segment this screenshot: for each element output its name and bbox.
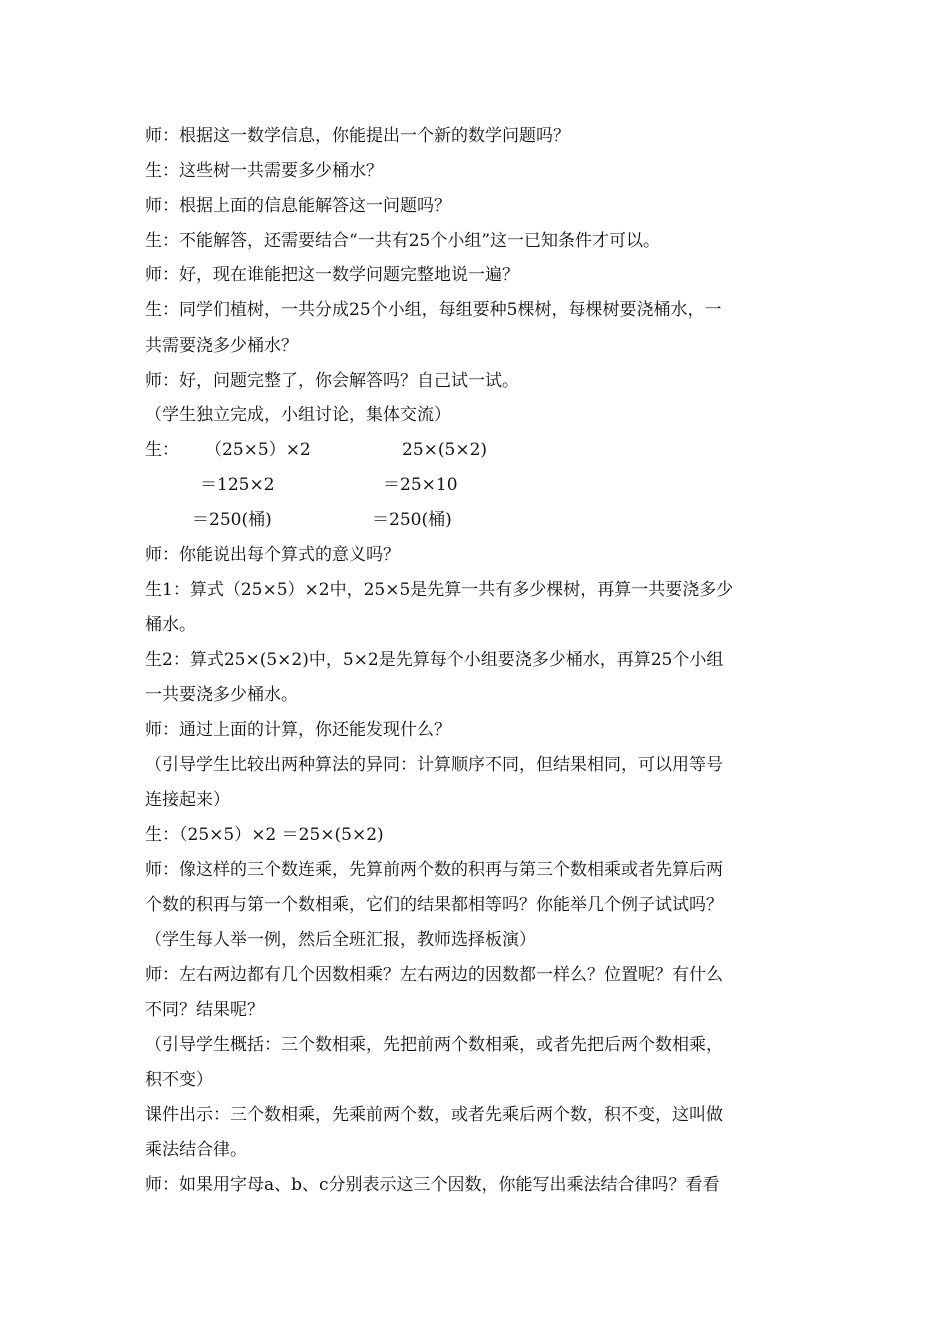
paragraph-line: （引导学生概括：三个数相乘，先把前两个数相乘，或者先把后两个数相乘， <box>145 1035 723 1055</box>
paragraph-line: 乘法结合律。 <box>145 1140 247 1160</box>
calc-speaker: 生： <box>145 440 179 460</box>
paragraph-line: （引导学生比较出两种算法的异同：计算顺序不同，但结果相同，可以用等号 <box>145 755 723 775</box>
paragraph-line: （学生每人举一例，然后全班汇报，教师选择板演） <box>145 930 536 950</box>
paragraph-line: 积不变） <box>145 1070 213 1090</box>
paragraph-line: 师：根据这一数学信息，你能提出一个新的数学问题吗？ <box>145 126 570 146</box>
paragraph-line: 课件出示：三个数相乘，先乘前两个数，或者先乘后两个数，积不变，这叫做 <box>145 1105 723 1125</box>
paragraph-line: 连接起来） <box>145 790 230 810</box>
paragraph-line: 师：通过上面的计算，你还能发现什么？ <box>145 720 451 740</box>
calc-right-step-1: 25×(5×2) <box>402 440 488 460</box>
paragraph-line: 共需要浇多少桶水？ <box>145 336 298 356</box>
paragraph-line: 师：你能说出每个算式的意义吗？ <box>145 545 400 565</box>
paragraph-line: 生：不能解答，还需要结合“一共有25个小组”这一已知条件才可以。 <box>145 231 661 251</box>
paragraph-line: 个数的积再与第一个数相乘，它们的结果都相等吗？你能举几个例子试试吗？ <box>145 895 723 915</box>
paragraph-line: 生1：算式（25×5）×2中，25×5是先算一共有多少棵树，再算一共要浇多少 <box>145 580 734 600</box>
calc-left-step-3: ＝250(桶) <box>192 510 272 530</box>
paragraph-line: 不同？结果呢？ <box>145 1000 264 1020</box>
paragraph-line: 生：（25×5）×2 ＝25×(5×2) <box>145 825 384 845</box>
paragraph-line: 师：左右两边都有几个因数相乘？左右两边的因数都一样么？位置呢？有什么 <box>145 965 723 985</box>
paragraph-line: 生：同学们植树，一共分成25个小组，每组要种5棵树，每棵树要浇桶水，一 <box>145 300 722 320</box>
calc-left-step-1: （25×5）×2 <box>205 440 311 460</box>
paragraph-line: 桶水。 <box>145 615 196 635</box>
paragraph-line: 生：这些树一共需要多少桶水？ <box>145 161 383 181</box>
paragraph-line: 师：好，问题完整了，你会解答吗？自己试一试。 <box>145 371 519 391</box>
paragraph-line: 一共要浇多少桶水。 <box>145 685 298 705</box>
paragraph-line: 师：根据上面的信息能解答这一问题吗？ <box>145 196 451 216</box>
paragraph-line: （学生独立完成，小组讨论，集体交流） <box>145 405 451 425</box>
calc-left-step-2: ＝125×2 <box>200 475 275 495</box>
paragraph-line: 师：如果用字母a、b、c分别表示这三个因数，你能写出乘法结合律吗？看看 <box>145 1175 720 1195</box>
calc-right-step-2: ＝25×10 <box>383 475 458 495</box>
paragraph-line: 师：像这样的三个数连乘，先算前两个数的积再与第三个数相乘或者先算后两 <box>145 860 723 880</box>
paragraph-line: 生2：算式25×(5×2)中，5×2是先算每个小组要浇多少桶水，再算25个小组 <box>145 650 724 670</box>
calc-right-step-3: ＝250(桶) <box>372 510 452 530</box>
paragraph-line: 师：好，现在谁能把这一数学问题完整地说一遍？ <box>145 265 519 285</box>
